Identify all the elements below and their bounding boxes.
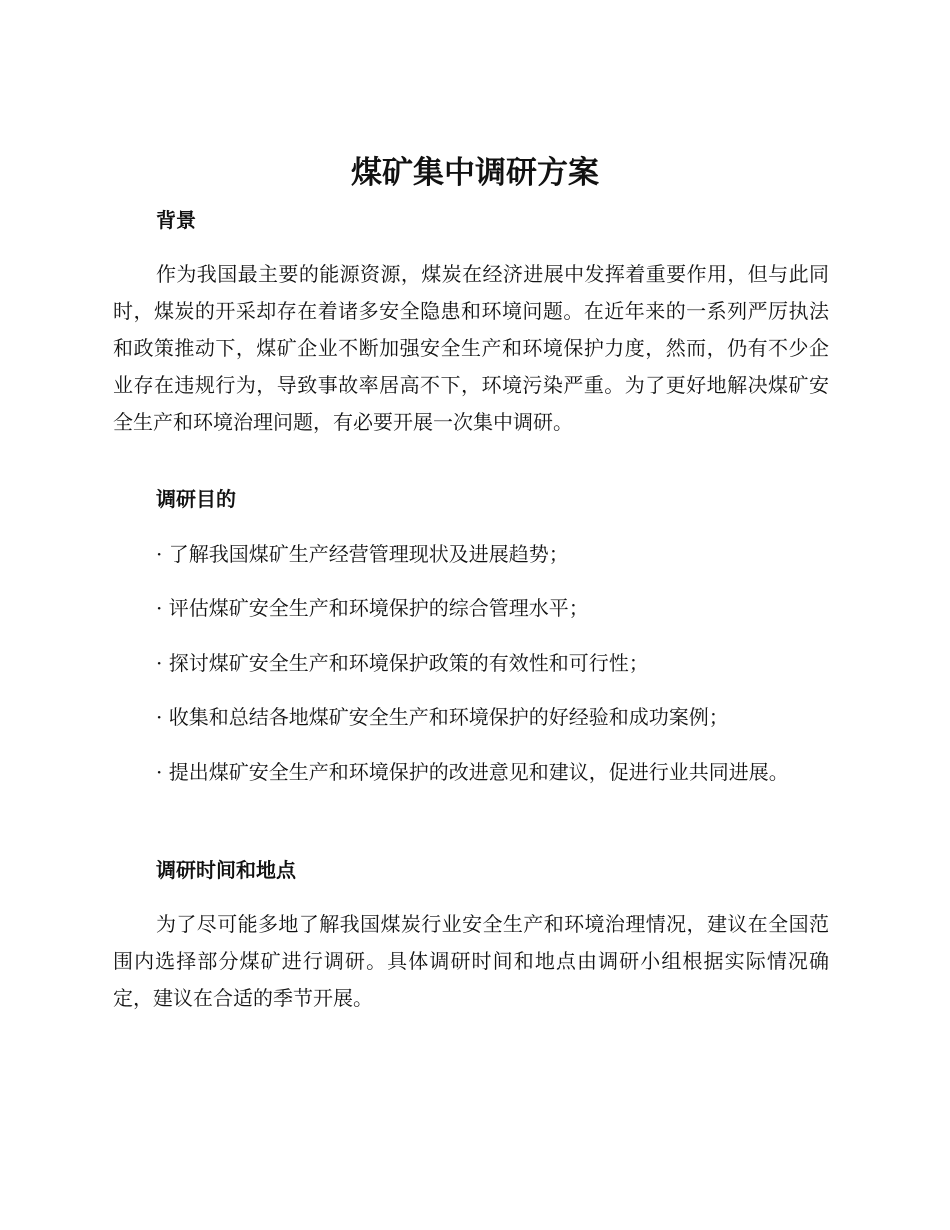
section-heading-background: 背景 — [156, 208, 196, 232]
purpose-bullet-2: · 评估煤矿安全生产和环境保护的综合管理水平； — [156, 596, 589, 620]
purpose-bullet-5: · 提出煤矿安全生产和环境保护的改进意见和建议，促进行业共同进展。 — [156, 760, 789, 784]
section-heading-purpose: 调研目的 — [156, 487, 236, 511]
time-location-paragraph: 为了尽可能多地了解我国煤炭行业安全生产和环境治理情况，建议在全国范围内选择部分煤矿进行调研。具体调研时间和地点由调研小组根据实际情况确定，建议在合适的季节开展。 — [113, 912, 829, 1010]
purpose-bullet-3: · 探讨煤矿安全生产和环境保护政策的有效性和可行性； — [156, 651, 649, 675]
background-paragraph: 作为我国最主要的能源资源，煤炭在经济进展中发挥着重要作用，但与此同时，煤炭的开采却存在着诸多安全隐患和环境问题。在近年来的一系列严厉执法和政策推动下，煤矿企业不断加强安全生产和环境保护力度，然而，仍有不少企业存在违规行为，导致事故率居高不下，环境污染严重。为了更好地解决煤矿安全生产和环境治理问题，有必要开展一次集中调研。 — [113, 262, 829, 434]
document-title: 煤矿集中调研方案 — [351, 155, 599, 191]
section-heading-time-location: 调研时间和地点 — [156, 858, 296, 882]
purpose-bullet-1: · 了解我国煤矿生产经营管理现状及进展趋势； — [156, 542, 569, 566]
purpose-bullet-4: · 收集和总结各地煤矿安全生产和环境保护的好经验和成功案例； — [156, 705, 729, 729]
